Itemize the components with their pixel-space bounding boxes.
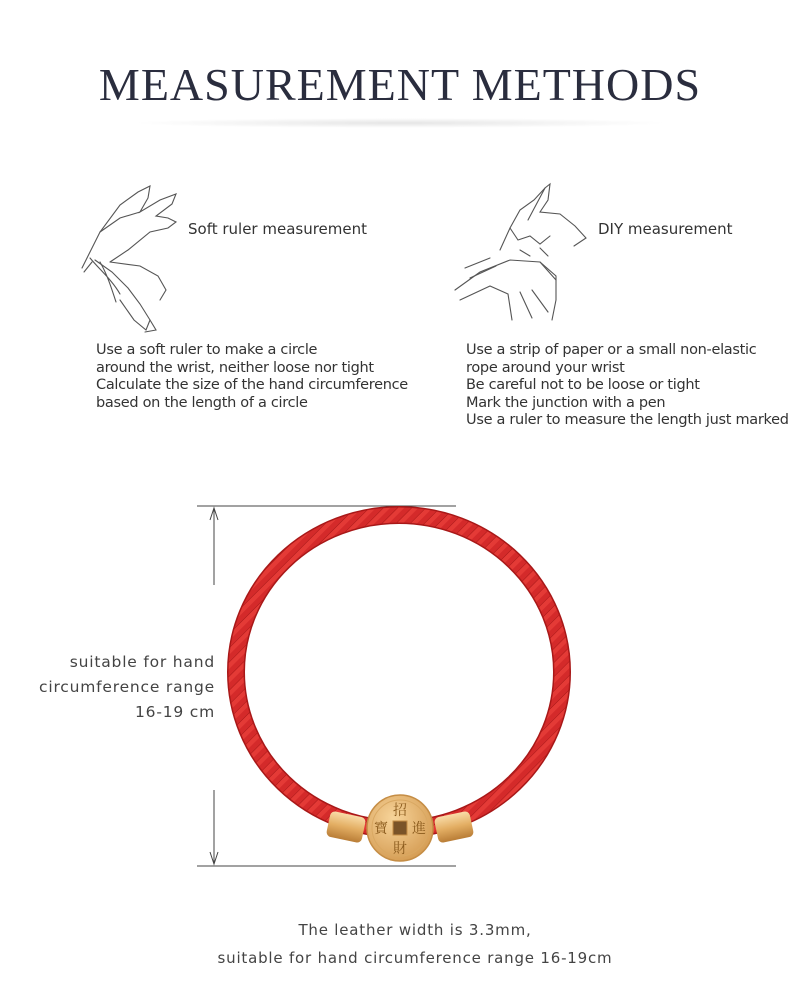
- coin-charm: [367, 795, 433, 861]
- instruction-line: based on the length of a circle: [96, 394, 308, 411]
- instruction-line: Be careful not to be loose or tight: [466, 377, 700, 393]
- instruction-line: rope around your wrist: [466, 359, 625, 376]
- coin-char-right: 進: [412, 821, 426, 837]
- instruction-line: Use a strip of paper or a small non-elastic: [466, 342, 757, 358]
- instruction-line: Calculate the size of the hand circumference: [96, 377, 408, 393]
- coin-char-bottom: 財: [393, 841, 407, 857]
- instruction-line: Use a soft ruler to make a circle: [96, 342, 318, 358]
- coin-char-left: 寶: [374, 821, 388, 837]
- diy-method-label: DIY measurement: [598, 220, 733, 238]
- caption-line: The leather width is 3.3mm,: [298, 921, 532, 939]
- caption-line: suitable for hand circumference range 16-19cm: [217, 949, 613, 967]
- range-label: [0, 650, 215, 725]
- soft-ruler-method-label: Soft ruler measurement: [188, 220, 368, 238]
- coin-char-top: 招: [393, 803, 407, 819]
- caption: [0, 916, 800, 972]
- instruction-line: Mark the junction with a pen: [466, 394, 666, 411]
- range-line: suitable for hand: [69, 653, 215, 671]
- range-line: circumference range: [39, 678, 215, 696]
- range-line: 16-19 cm: [135, 703, 215, 721]
- instruction-line: Use a ruler to measure the length just marked: [466, 412, 789, 428]
- instruction-line: around the wrist, neither loose nor tight: [96, 359, 374, 376]
- leather-cord: [236, 515, 562, 829]
- page-title: MEASUREMENT METHODS: [98, 59, 702, 110]
